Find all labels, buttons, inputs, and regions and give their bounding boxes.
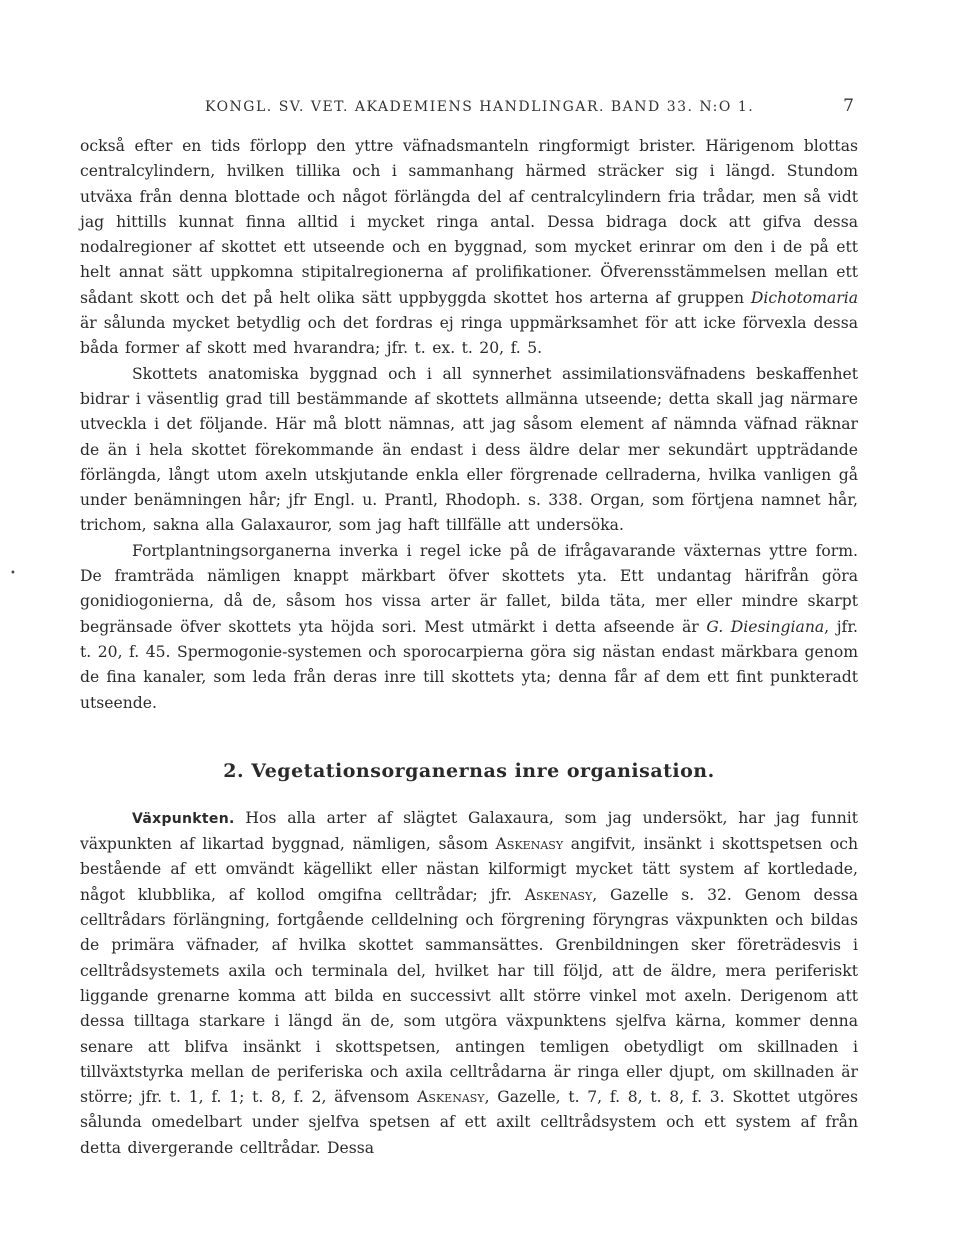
paragraph-p2 xyxy=(80,362,858,539)
paragraph-p1 xyxy=(80,134,858,362)
small-caps-name: Askenasy xyxy=(417,1088,485,1107)
runin-heading: Växpunkten. xyxy=(132,810,235,827)
page-number: 7 xyxy=(843,96,854,116)
text-run: Skottets anatomiska byggnad och i all synnerhet assimilationsväfnadens beskaffenhet bidrar i väsentlig grad till bestämmande af skottets allmänna utseende; detta skall jag närmare utveckla i det följande. Här må blott nämnas, att jag såsom element af nämnda väfnad räknar de än i hela skottet förekommande än endast i dess äldre delar mer sekundärt uppträdande förlängda, långt utom axeln utskjutande enkla eller förgrenade cellraderna, hvilka vanligen gå under benämningen hår; jfr Engl. u. Prantl, Rhodoph. s. 338. Organ, som förtjena namnet hår, trichom, sakna alla Galaxauror, som jag haft tillfälle att undersöka. xyxy=(80,364,858,535)
margin-mark: • xyxy=(10,568,16,579)
small-caps-name: Askenasy xyxy=(524,885,593,904)
section-paragraph xyxy=(80,806,858,1161)
text-run: , Gazelle, t. 7, f. 8, t. 8, f. 3. Skottet utgöres sålunda omedelbart under sjelfva spetsen af ett axilt celltrådsystem och ett system af från detta divergerande celltrådar. Dessa xyxy=(80,1088,858,1157)
text-run: också efter en tids förlopp den yttre väfnadsmanteln ringformigt brister. Härigenom blottas centralcylindern, hvilken tillika och i sammanhang härmed sträcker sig i längd. Stundom utväxa från denna blottade och något förlängda del af centralcylindern fria trådar, men så vidt jag hittills kunnat finna alltid i mycket ringa antal. Dessa bidraga dock att gifva dessa nodalregioner af skottet ett utseende och en byggnad, som mycket erinrar om den i de på ett helt annat sätt uppkomna stipitalregionerna af prolifikationer. Öfverensstämmelsen mellan ett sådant skott och det på helt olika sätt uppbyggda skottet hos arterna af gruppen xyxy=(80,137,858,307)
text-run: , Gazelle s. 32. Genom dessa celltrådars förlängning, fortgående celldelning och förgrening föryngras växpunkten och bildas de primära väfnader, af hvilka skottet sammansättes. Grenbildningen sker företrädesvis i celltrådsystemets axila och terminala del, hvilket har till följd, att de äldre, mera periferiskt liggande grenarne komma att bilda en successivt allt större vinkel mot axeln. Derigenom att dessa tilltaga starkare i längd än de, som utgöra växpunktens sjelfva kärna, kommer denna senare att blifva insänkt i skottspetsen, antingen temligen obetydligt om skillnaden i tillväxtstyrka mellan de periferiska och axila celltrådarna är ringa eller djupt, om skillnaden är större; jfr. t. 1, f. 1; t. 8, f. 2, äfvensom xyxy=(80,885,858,1107)
text-run: Hos alla arter af slägtet Galaxaura, som jag undersökt, har jag funnit växpunkten af likartad byggnad, nämligen, såsom xyxy=(80,808,858,854)
section-heading: 2. Vegetationsorganernas inre organisation. xyxy=(223,759,715,782)
text-run: , jfr. t. 20, f. 45. Spermogonie-systemen och sporocarpierna göra sig nästan endast märkbara genom de fina kanaler, som leda från deras inre till skottets yta; denna får af dem ett fint punkteradt utseende. xyxy=(80,617,859,712)
italic-text: Dichotomaria xyxy=(750,288,858,307)
body-text xyxy=(80,134,858,716)
italic-text: G. Diesingiana xyxy=(706,617,825,636)
small-caps-name: Askenasy xyxy=(495,835,564,854)
running-title: KONGL. SV. VET. AKADEMIENS HANDLINGAR. BAND 33. N:O 1. xyxy=(205,99,755,115)
text-run: är sålunda mycket betydlig och det fordras ej ringa uppmärksamhet för att icke förvexla dessa båda former af skott med hvarandra; jfr. t. ex. t. 20, f. 5. xyxy=(80,314,858,358)
text-run: angifvit, insänkt i skottspetsen och bestående af ett omvändt kägellikt eller nästan kilformigt mycket tätt system af kortledade, något klubblika, af kollod omgifna celltrådar; jfr. xyxy=(80,835,858,904)
running-header xyxy=(80,96,858,116)
paragraph-p3 xyxy=(80,539,858,716)
text-run: Fortplantningsorganerna inverka i regel icke på de ifrågavarande växternas yttre form. De framträda nämligen knappt märkbart öfver skottets yta. Ett undantag härifrån göra gonidiogonierna, då de, såsom hos vissa arter är fallet, bilda täta, mer eller mindre skarpt begränsade öfver skottets yta höjda sori. Mest utmärkt i detta afseende är xyxy=(80,541,858,636)
page xyxy=(80,96,858,1161)
